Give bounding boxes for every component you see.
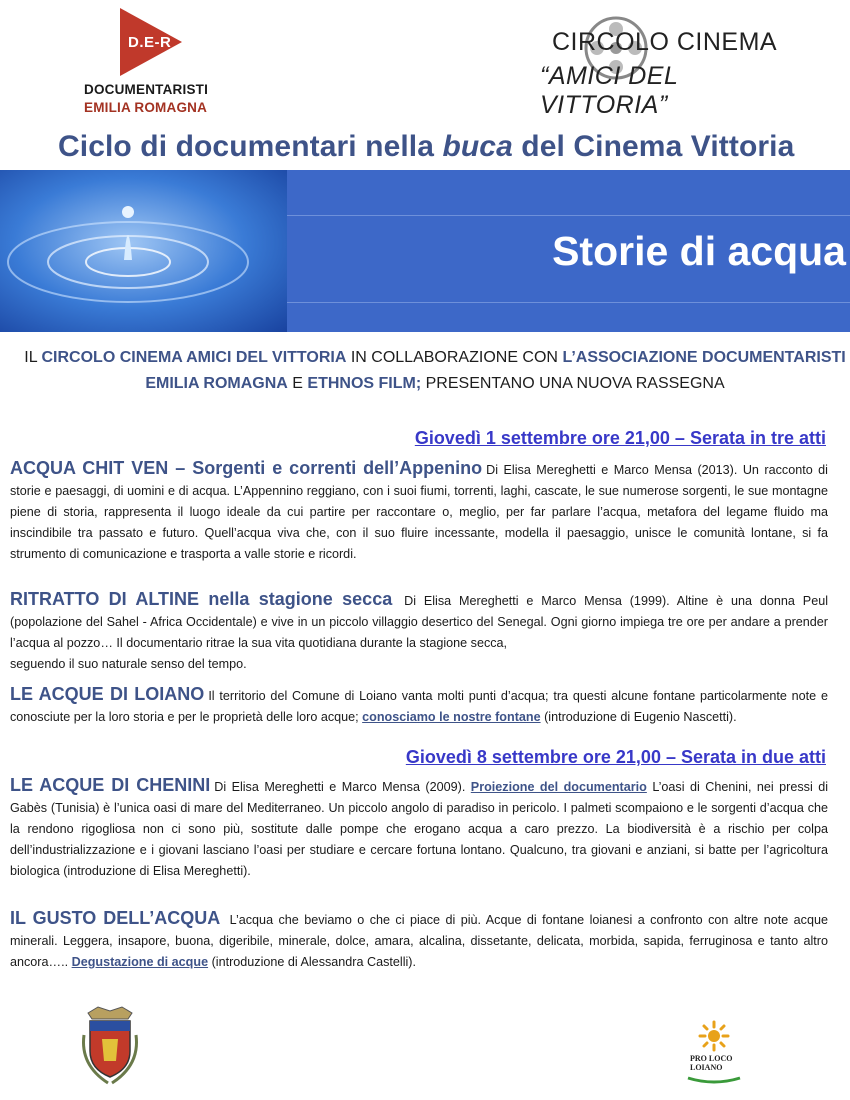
der-name-line2: EMILIA ROMAGNA <box>84 100 208 115</box>
der-name-line1: DOCUMENTARISTI <box>84 82 209 97</box>
title-part1: Ciclo di documentari nella <box>58 130 443 163</box>
entry-il-gusto-dell-acqua <box>10 908 828 973</box>
page-title <box>58 130 794 164</box>
degustazione-link[interactable]: Degustazione di acque <box>71 955 209 969</box>
intro-part: IN COLLABORAZIONE CON <box>346 349 563 366</box>
entry-acque-di-chenini <box>10 775 828 882</box>
intro-part: E <box>287 375 308 392</box>
intro-part: IL <box>24 349 42 366</box>
intro-highlight: ETHNOS FILM; <box>307 375 422 392</box>
entry-title: ACQUA CHIT VEN – Sorgenti e correnti dell’Appenino <box>10 458 483 478</box>
circolo-cinema-logo <box>540 10 780 119</box>
entry-text: Il territorio del Comune di Loiano vanta molti punti d’acqua; tra questi alcune fontane particolarmente note e conosciute per la loro storia e per le proprietà delle loro acque; <box>10 689 829 724</box>
entry-ritratto-di-altine <box>10 589 828 675</box>
entry-text: (introduzione di Alessandra Castelli). <box>208 955 416 969</box>
der-badge-text: D.E-R <box>128 34 172 51</box>
circolo-line1: CIRCOLO CINEMA <box>552 28 778 56</box>
green-swoosh-icon <box>686 1074 742 1084</box>
banner-title: Storie di acqua <box>552 228 846 274</box>
entry-acqua-chit-ven <box>10 458 828 565</box>
entry-text: Di Elisa Mereghetti e Marco Mensa (2013). Un racconto di storie e paesaggi, di uomini e di acqua. L’Appennino reggiano, con i suoi fiumi, torrenti, laghi, cascate, le sue numerose sorgenti, le sue montagne piene di storia, rappresenta il luogo ideale da cui partire per raccontare o, meglio, per far parlare l’acqua, metafora del legame fluido ma inscindibile tra passato e futuro. Quell’acqua viva che, con il suo fluire incessante, modella il paesaggio, unisce le comunità lontane, si fa strumento di comunicazione e trasporta a valle storie e ricordi. <box>10 463 828 561</box>
sun-icon <box>698 1020 730 1052</box>
intro-part: PRESENTANO UNA NUOVA RASSEGNA <box>421 375 725 392</box>
event-date-2: Giovedì 8 settembre ore 21,00 – Serata in due atti <box>405 747 826 767</box>
fontane-link[interactable]: conosciamo le nostre fontane <box>362 710 541 724</box>
intro-highlight: CIRCOLO CINEMA AMICI DEL VITTORIA <box>41 349 347 366</box>
entry-title: RITRATTO DI ALTINE nella stagione secca <box>10 589 393 609</box>
circolo-line2: “AMICI DEL VITTORIA” <box>540 62 678 119</box>
intro-text <box>20 345 850 397</box>
intro-highlight: L’ASSOCIAZIONE DOCUMENTARISTI EMILIA ROMAGNA <box>145 349 846 392</box>
entry-text: seguendo il suo naturale senso del tempo. <box>10 657 247 671</box>
entry-title: LE ACQUE DI LOIANO <box>10 684 205 704</box>
loiano-crest-icon <box>78 1005 142 1085</box>
event-date-1: Giovedì 1 settembre ore 21,00 – Serata in tre atti <box>414 428 826 448</box>
banner <box>0 170 850 332</box>
title-emphasis: buca <box>442 130 513 163</box>
entry-title: IL GUSTO DELL’ACQUA <box>10 908 221 928</box>
entry-text: L’acqua che beviamo o che ci piace di più. Acque di fontane loianesi a confronto con altre note acque minerali. Leggera, insapore, buona, digeribile, minerale, dolce, amara, alcalina, dissetante, delicata, morbida, sapida, ferruginosa e tanto altro ancora….. <box>10 913 828 969</box>
banner-divider <box>287 215 850 216</box>
proiezione-link[interactable]: Proiezione del documentario <box>470 780 647 794</box>
proloco-line2: LOIANO <box>690 1063 723 1072</box>
der-logo <box>80 8 230 116</box>
entry-text: (introduzione di Eugenio Nascetti). <box>540 710 737 724</box>
entry-title: LE ACQUE DI CHENINI <box>10 775 211 795</box>
banner-divider <box>287 302 850 303</box>
entry-acque-di-loiano <box>10 684 828 728</box>
entry-text: Di Elisa Mereghetti e Marco Mensa (1999). Altine è una donna Peul (popolazione del Sahel - Africa Occidentale) e vive in un piccolo villaggio desertico del Senegal. Ogni giorno impiega tre ore per andare a prender l’acqua al pozzo… Il documentario ritrae la sua vita quotidiana durante la stagione secca, <box>10 594 829 650</box>
pro-loco-loiano-logo <box>682 1020 746 1086</box>
water-drop-image <box>0 170 287 332</box>
title-part2: del Cinema Vittoria <box>512 130 795 163</box>
entry-text: L’oasi di Chenini, nei pressi di Gabès (Tunisia) è l’unica oasi di mare del Mediterraneo. Un piccolo angolo di paradiso in pericolo. I palmeti scompaiono e le sorgenti d’acqua che la rendono rigogliosa non ci sono più, sostitute dalle pompe che erogano acqua a caro prezzo. La biodiversità è a rischio per colpa dell’industrializzazione e i giovani lasciano l’oasi per studiare e cercare fortuna lontano. Qualcuno, tra giovani e anziani, si batte per l’agricoltura biologica (introduzione di Elisa Mereghetti). <box>10 780 829 878</box>
entry-text: Di Elisa Mereghetti e Marco Mensa (2009). <box>214 780 471 794</box>
proloco-line1: PRO LOCO <box>690 1054 733 1063</box>
